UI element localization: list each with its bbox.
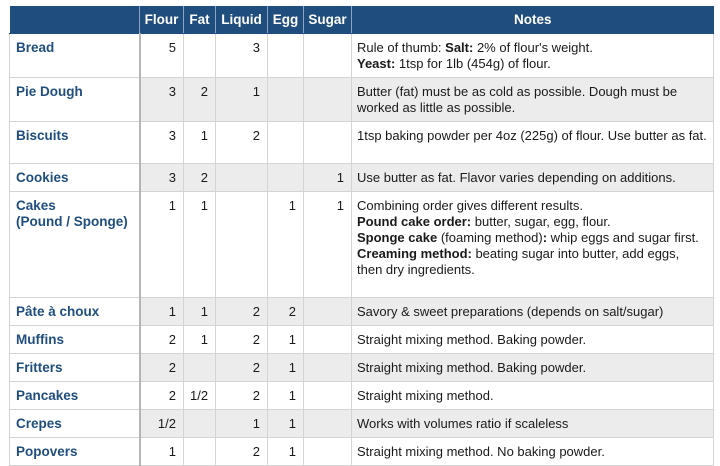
header-liquid: Liquid <box>216 6 268 34</box>
sugar-cell <box>304 382 352 410</box>
notes-text: Straight mixing method. No baking powder. <box>357 444 605 459</box>
egg-cell: 1 <box>268 326 304 354</box>
notes-text: 2% of flour's weight. <box>473 40 593 55</box>
liquid-cell: 2 <box>216 354 268 382</box>
row-name <box>10 192 140 298</box>
liquid-cell: 1 <box>216 410 268 438</box>
header-egg: Egg <box>268 6 304 34</box>
notes-text: Savory & sweet preparations (depends on salt/sugar) <box>357 304 664 319</box>
notes-text: Butter (fat) must be as cold as possible. Dough must be worked as little as possible. <box>357 84 678 115</box>
flour-cell: 3 <box>140 122 184 164</box>
fat-cell: 2 <box>184 164 216 192</box>
liquid-cell: 2 <box>216 326 268 354</box>
egg-cell: 1 <box>268 410 304 438</box>
egg-cell: 1 <box>268 382 304 410</box>
fat-cell <box>184 410 216 438</box>
notes-text: (foaming method) <box>437 230 543 245</box>
notes-text: beating sugar into butter, add eggs, then dry ingredients. <box>357 246 680 277</box>
fat-cell: 1 <box>184 326 216 354</box>
table-row-pancakes <box>10 382 714 410</box>
notes-text: butter, sugar, egg, flour. <box>471 214 611 229</box>
notes-cell <box>352 192 714 298</box>
egg-cell: 2 <box>268 298 304 326</box>
fat-cell <box>184 354 216 382</box>
sugar-cell <box>304 438 352 466</box>
notes-text: 1tsp for 1lb (454g) of flour. <box>395 56 551 71</box>
row-name: Fritters <box>10 354 140 382</box>
row-name: Pie Dough <box>10 78 140 122</box>
notes-text: Straight mixing method. Baking powder. <box>357 360 587 375</box>
header-row <box>10 6 714 34</box>
notes-cell <box>352 382 714 410</box>
egg-cell: 1 <box>268 438 304 466</box>
header-sugar: Sugar <box>304 6 352 34</box>
table-row-cakes <box>10 192 714 298</box>
notes-text: Straight mixing method. <box>357 388 494 403</box>
fat-cell: 1 <box>184 192 216 298</box>
notes-bold-text: Salt: <box>445 40 474 55</box>
fat-cell <box>184 438 216 466</box>
notes-cell <box>352 326 714 354</box>
notes-text: Rule of thumb: <box>357 40 446 55</box>
sugar-cell <box>304 34 352 78</box>
flour-cell: 2 <box>140 382 184 410</box>
sugar-cell <box>304 298 352 326</box>
table-row-fritters <box>10 354 714 382</box>
notes-text: whip eggs and sugar first. <box>547 230 699 245</box>
sugar-cell <box>304 326 352 354</box>
notes-cell <box>352 78 714 122</box>
notes-bold-text: Pound cake order: <box>357 214 472 229</box>
notes-cell <box>352 410 714 438</box>
flour-cell: 1 <box>140 298 184 326</box>
egg-cell <box>268 78 304 122</box>
sugar-cell: 1 <box>304 164 352 192</box>
table-row-cookies <box>10 164 714 192</box>
table-row-biscuits <box>10 122 714 164</box>
fat-cell: 1/2 <box>184 382 216 410</box>
flour-cell: 2 <box>140 326 184 354</box>
egg-cell <box>268 164 304 192</box>
table-row-crepes <box>10 410 714 438</box>
liquid-cell <box>216 164 268 192</box>
notes-bold-text: Sponge cake <box>357 230 438 245</box>
egg-cell <box>268 34 304 78</box>
liquid-cell: 2 <box>216 122 268 164</box>
sugar-cell <box>304 78 352 122</box>
fat-cell: 1 <box>184 122 216 164</box>
notes-text: Use butter as fat. Flavor varies depending on additions. <box>357 170 676 185</box>
egg-cell: 1 <box>268 192 304 298</box>
header-flour: Flour <box>140 6 184 34</box>
flour-cell: 3 <box>140 164 184 192</box>
notes-cell <box>352 122 714 164</box>
sugar-cell <box>304 354 352 382</box>
notes-text: Straight mixing method. Baking powder. <box>357 332 587 347</box>
liquid-cell: 2 <box>216 438 268 466</box>
row-name-line1: Cakes <box>16 198 56 213</box>
liquid-cell: 2 <box>216 298 268 326</box>
notes-bold-text: Creaming method: <box>357 246 472 261</box>
table-row-muffins <box>10 326 714 354</box>
table-row-popovers <box>10 438 714 466</box>
table-row-pie-dough <box>10 78 714 122</box>
notes-cell <box>352 34 714 78</box>
liquid-cell: 1 <box>216 78 268 122</box>
liquid-cell <box>216 192 268 298</box>
notes-cell <box>352 298 714 326</box>
sugar-cell <box>304 410 352 438</box>
row-name: Muffins <box>10 326 140 354</box>
notes-text: Combining order gives different results. <box>357 198 583 213</box>
flour-cell: 3 <box>140 78 184 122</box>
notes-bold-text: Yeast: <box>357 56 396 71</box>
flour-cell: 1 <box>140 192 184 298</box>
sugar-cell <box>304 122 352 164</box>
row-name: Pâte à choux <box>10 298 140 326</box>
table-row-pate-a-choux <box>10 298 714 326</box>
flour-cell: 1/2 <box>140 410 184 438</box>
flour-cell: 5 <box>140 34 184 78</box>
liquid-cell: 2 <box>216 382 268 410</box>
row-name-line2: (Pound / Sponge) <box>16 214 128 229</box>
header-blank <box>10 6 140 34</box>
row-name: Crepes <box>10 410 140 438</box>
sugar-cell: 1 <box>304 192 352 298</box>
header-notes: Notes <box>352 6 714 34</box>
liquid-cell: 3 <box>216 34 268 78</box>
notes-cell <box>352 354 714 382</box>
egg-cell <box>268 122 304 164</box>
row-name: Bread <box>10 34 140 78</box>
baking-ratios-table <box>9 6 714 466</box>
row-name: Cookies <box>10 164 140 192</box>
row-name: Pancakes <box>10 382 140 410</box>
fat-cell <box>184 34 216 78</box>
table-row-bread <box>10 34 714 78</box>
row-name: Popovers <box>10 438 140 466</box>
header-fat: Fat <box>184 6 216 34</box>
fat-cell: 1 <box>184 298 216 326</box>
fat-cell: 2 <box>184 78 216 122</box>
row-name: Biscuits <box>10 122 140 164</box>
notes-text: 1tsp baking powder per 4oz (225g) of flour. Use butter as fat. <box>357 128 707 143</box>
egg-cell: 1 <box>268 354 304 382</box>
notes-text: Works with volumes ratio if scaleless <box>357 416 569 431</box>
flour-cell: 2 <box>140 354 184 382</box>
notes-cell <box>352 164 714 192</box>
flour-cell: 1 <box>140 438 184 466</box>
notes-cell <box>352 438 714 466</box>
notes-bold-text: : <box>542 230 548 245</box>
